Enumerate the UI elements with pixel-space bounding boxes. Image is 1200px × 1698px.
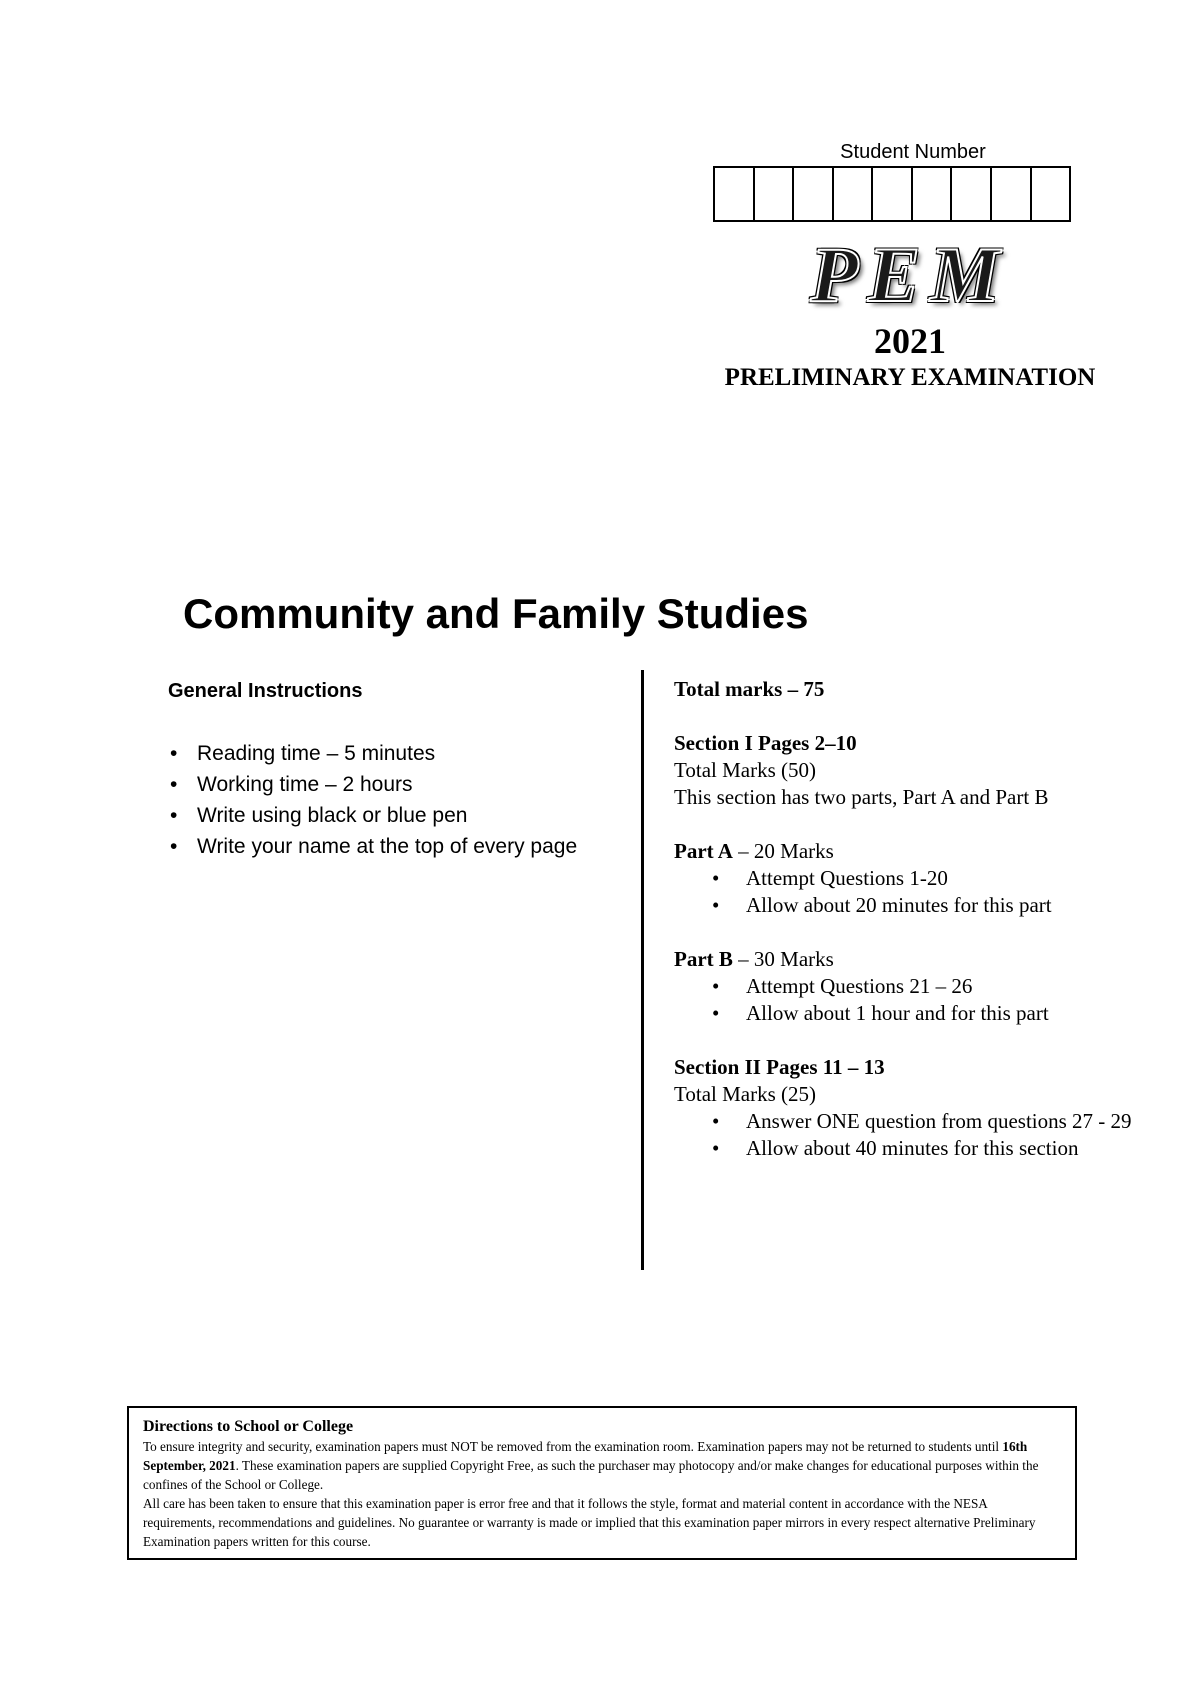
list-item: • Allow about 20 minutes for this part — [674, 892, 1174, 919]
pem-logo: PEM — [810, 231, 1010, 318]
directions-paragraph-2: All care has been taken to ensure that this examination paper is error free and that it follows the style, format and material content in accordance with the NESA requirements, recommendations and guidelines. No guarantee or warranty is made or implied that this examination paper mirrors in every respect alternative Preliminary Examination papers written for this course. — [143, 1496, 1036, 1549]
part-a-marks: – 20 Marks — [732, 839, 834, 863]
student-number-box[interactable] — [715, 168, 755, 220]
part-a-list — [674, 865, 1174, 919]
student-number-box[interactable] — [913, 168, 953, 220]
list-item: • Attempt Questions 1-20 — [674, 865, 1174, 892]
exam-title: PRELIMINARY EXAMINATION — [724, 364, 1096, 391]
student-number-box[interactable] — [834, 168, 874, 220]
list-item: • Working time – 2 hours — [168, 769, 577, 800]
student-number-label: Student Number — [840, 141, 986, 163]
part-b-marks: – 30 Marks — [732, 947, 834, 971]
directions-title: Directions to School or College — [143, 1418, 354, 1435]
list-item: • Attempt Questions 21 – 26 — [674, 973, 1174, 1000]
student-number-box[interactable] — [1032, 168, 1070, 220]
directions-paragraph-1 — [143, 1437, 1061, 1494]
directions-box — [127, 1406, 1077, 1560]
student-number-box[interactable] — [992, 168, 1032, 220]
list-item: • Reading time – 5 minutes — [168, 738, 577, 769]
part-a-heading: Part A — [674, 839, 733, 863]
return-date: 16th September, 2021 — [143, 1439, 1028, 1473]
section-1-marks: Total Marks (50) — [674, 758, 816, 782]
list-item: • Answer ONE question from questions 27 - 29 — [674, 1108, 1174, 1135]
exam-year: 2021 — [874, 321, 946, 361]
general-instructions-list — [168, 738, 577, 862]
part-b-heading: Part B — [674, 947, 733, 971]
list-item: • Allow about 40 minutes for this section — [674, 1135, 1174, 1162]
exam-structure — [674, 676, 1174, 1162]
list-item: • Write using black or blue pen — [168, 800, 577, 831]
student-number-box[interactable] — [794, 168, 834, 220]
section-2-heading: Section II Pages 11 – 13 — [674, 1055, 885, 1079]
section-2-marks: Total Marks (25) — [674, 1082, 816, 1106]
section-1-note: This section has two parts, Part A and Part B — [674, 785, 1049, 809]
directions-text: To ensure integrity and security, examination papers must NOT be removed from the examination room. Examination papers may not be returned to students until — [143, 1439, 1003, 1454]
column-divider — [641, 670, 644, 1270]
list-item: • Allow about 1 hour and for this part — [674, 1000, 1174, 1027]
total-marks: Total marks – 75 — [674, 677, 825, 701]
student-number-box[interactable] — [873, 168, 913, 220]
part-a-line — [674, 838, 1174, 865]
part-b-line — [674, 946, 1174, 973]
subject-title: Community and Family Studies — [183, 590, 809, 637]
general-instructions-heading: General Instructions — [168, 680, 363, 702]
directions-text: . These examination papers are supplied Copyright Free, as such the purchaser may photocopy and/or make changes for educational purposes within the confines of the School or College. — [143, 1458, 1039, 1492]
section-2-list — [674, 1108, 1174, 1162]
part-b-list — [674, 973, 1174, 1027]
list-item: • Write your name at the top of every page — [168, 831, 577, 862]
student-number-box[interactable] — [755, 168, 795, 220]
student-number-box[interactable] — [952, 168, 992, 220]
student-number-boxes[interactable] — [713, 166, 1071, 222]
section-1-heading: Section I Pages 2–10 — [674, 731, 857, 755]
